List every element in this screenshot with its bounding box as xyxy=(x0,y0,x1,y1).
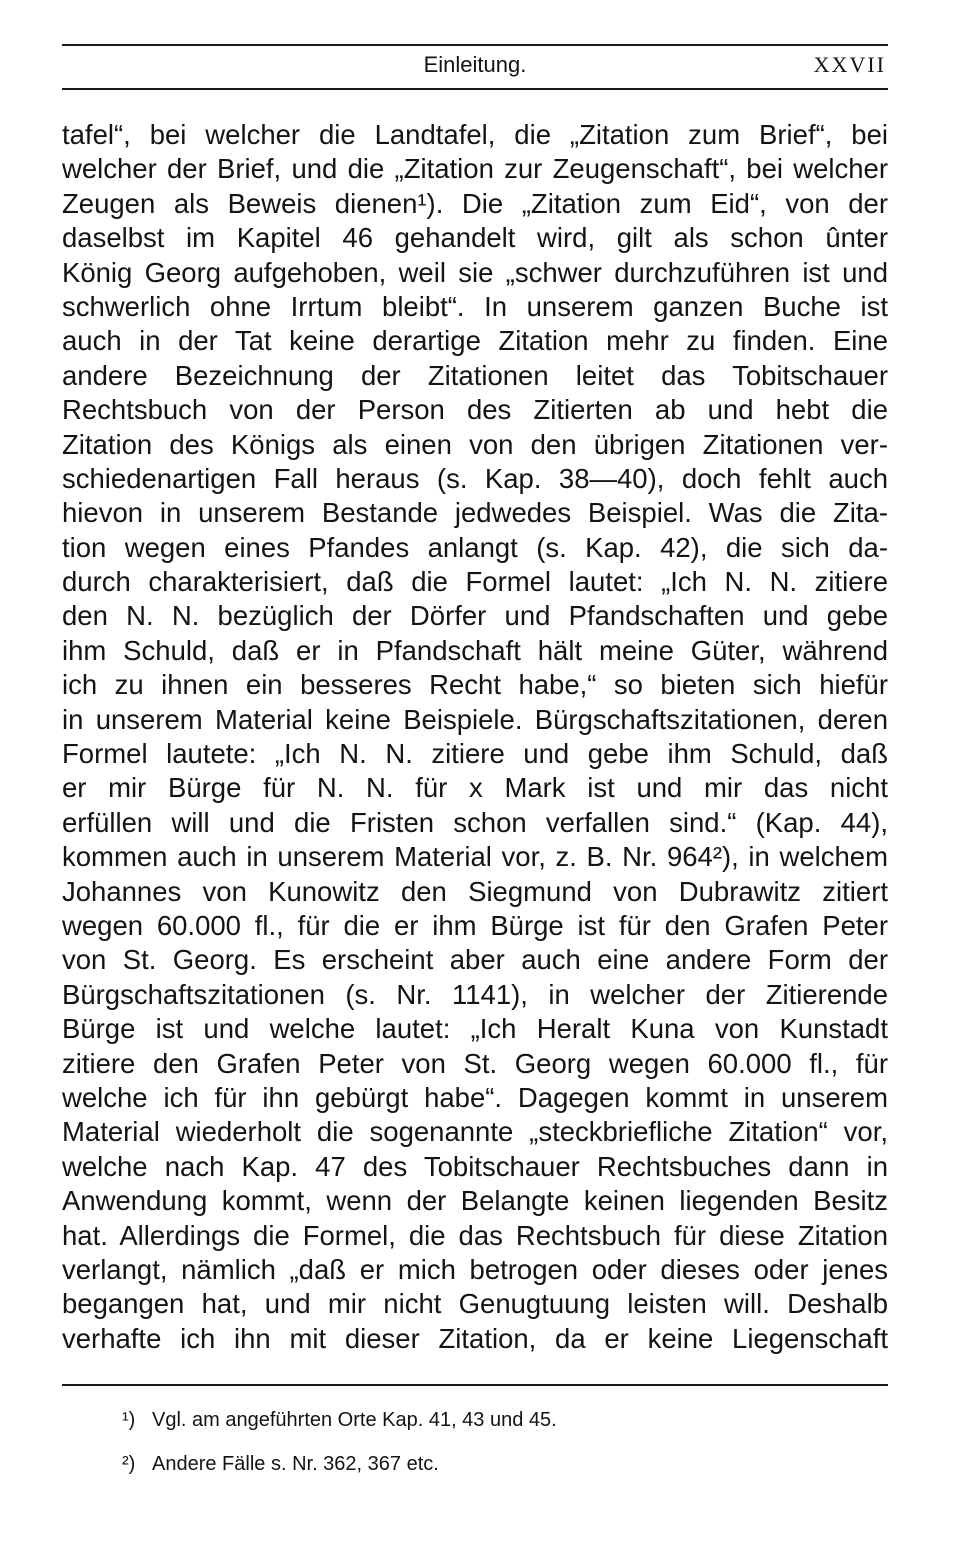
text-line: in unserem Material keine Beispiele. Bürgschaftszitationen, deren xyxy=(62,703,888,735)
footnotes xyxy=(122,1398,822,1486)
text-line: Johannes von Kunowitz den Siegmund von Dubrawitz zitiert xyxy=(62,875,888,907)
text-line: hievon in unserem Bestande jedwedes Beispiel. Was die Zita- xyxy=(62,497,888,529)
header-rule xyxy=(62,88,888,90)
page-number: XXVII xyxy=(813,52,886,77)
footnote-mark: ²) xyxy=(122,1453,136,1475)
text-line: Rechtsbuch von der Person des Zitierten ab und hebt die xyxy=(62,394,888,426)
footnote-text: Vgl. am angeführten Orte Kap. 41, 43 und 45. xyxy=(152,1409,557,1431)
footnote xyxy=(122,1398,822,1442)
text-line: Material wiederholt die sogenannte „steckbriefliche Zitation“ vor, xyxy=(62,1116,888,1148)
top-rule xyxy=(62,44,888,46)
text-line: er mir Bürge für N. N. für x Mark ist und mir das nicht xyxy=(62,772,888,804)
text-line: zitiere den Grafen Peter von St. Georg wegen 60.000 fl., für xyxy=(62,1047,888,1079)
text-line: ihm Schuld, daß er in Pfandschaft hält meine Güter, während xyxy=(62,634,888,666)
text-line: erfüllen will und die Fristen schon verfallen sind.“ (Kap. 44), xyxy=(62,806,888,838)
footnote xyxy=(122,1442,822,1486)
running-header xyxy=(62,48,888,82)
text-line: welche ich für ihn gebürgt habe“. Dagegen kommt in unserem xyxy=(62,1081,888,1113)
body-text xyxy=(62,118,888,1356)
text-line: den N. N. bezüglich der Dörfer und Pfandschaften und gebe xyxy=(62,600,888,632)
text-line: Formel lautete: „Ich N. N. zitiere und gebe ihm Schuld, daß xyxy=(62,738,888,770)
text-line: tafel“, bei welcher die Landtafel, die „Zitation zum Brief“, bei xyxy=(62,119,888,150)
text-line: König Georg aufgehoben, weil sie „schwer durchzuführen ist und xyxy=(62,256,888,288)
footnote-text: Andere Fälle s. Nr. 362, 367 etc. xyxy=(152,1453,439,1475)
text-line: welcher der Brief, und die „Zitation zur Zeugenschaft“, bei welcher xyxy=(62,153,888,185)
text-line: hat. Allerdings die Formel, die das Rechtsbuch für diese Zitation xyxy=(62,1219,888,1251)
text-line: andere Bezeichnung der Zitationen leitet das Tobitschauer xyxy=(62,359,888,391)
text-line: kommen auch in unserem Material vor, z. B. Nr. 964²), in welchem xyxy=(62,841,888,873)
running-title: Einleitung. xyxy=(423,52,527,77)
text-line: auch in der Tat keine derartige Zitation mehr zu finden. Eine xyxy=(62,325,888,357)
text-line: schiedenartigen Fall heraus (s. Kap. 38—40), doch fehlt auch xyxy=(62,462,888,494)
text-line: von St. Georg. Es erscheint aber auch eine andere Form der xyxy=(62,944,888,976)
text-line: ich zu ihnen ein besseres Recht habe,“ so bieten sich hiefür xyxy=(62,669,888,701)
text-line: Bürge ist und welche lautet: „Ich Heralt Kuna von Kunstadt xyxy=(62,1013,888,1045)
text-line: Zeugen als Beweis dienen¹). Die „Zitation zum Eid“, von der xyxy=(62,187,888,219)
text-line: Bürgschaftszitationen (s. Nr. 1141), in welcher der Zitierende xyxy=(62,978,888,1010)
text-line: tion wegen eines Pfandes anlangt (s. Kap. 42), die sich da- xyxy=(62,531,888,563)
text-line: welche nach Kap. 47 des Tobitschauer Rechtsbuches dann in xyxy=(62,1150,888,1182)
footnote-rule xyxy=(62,1384,888,1386)
text-line: Zitation des Königs als einen von den übrigen Zitationen ver- xyxy=(62,428,888,460)
text-line: verhafte ich ihn mit dieser Zitation, da er keine Liegenschaft xyxy=(62,1322,888,1354)
text-line: daselbst im Kapitel 46 gehandelt wird, gilt als schon ûnter xyxy=(62,222,888,254)
text-line: Anwendung kommt, wenn der Belangte keinen liegenden Besitz xyxy=(62,1185,888,1217)
text-line: durch charakterisiert, daß die Formel lautet: „Ich N. N. zitiere xyxy=(62,566,888,598)
text-line: schwerlich ohne Irrtum bleibt“. In unserem ganzen Buche ist xyxy=(62,290,888,322)
footnote-mark: ¹) xyxy=(122,1409,136,1431)
text-line: wegen 60.000 fl., für die er ihm Bürge ist für den Grafen Peter xyxy=(62,909,888,941)
text-line: begangen hat, und mir nicht Genugtuung leisten will. Deshalb xyxy=(62,1288,888,1320)
text-line: verlangt, nämlich „daß er mich betrogen oder dieses oder jenes xyxy=(62,1253,888,1285)
